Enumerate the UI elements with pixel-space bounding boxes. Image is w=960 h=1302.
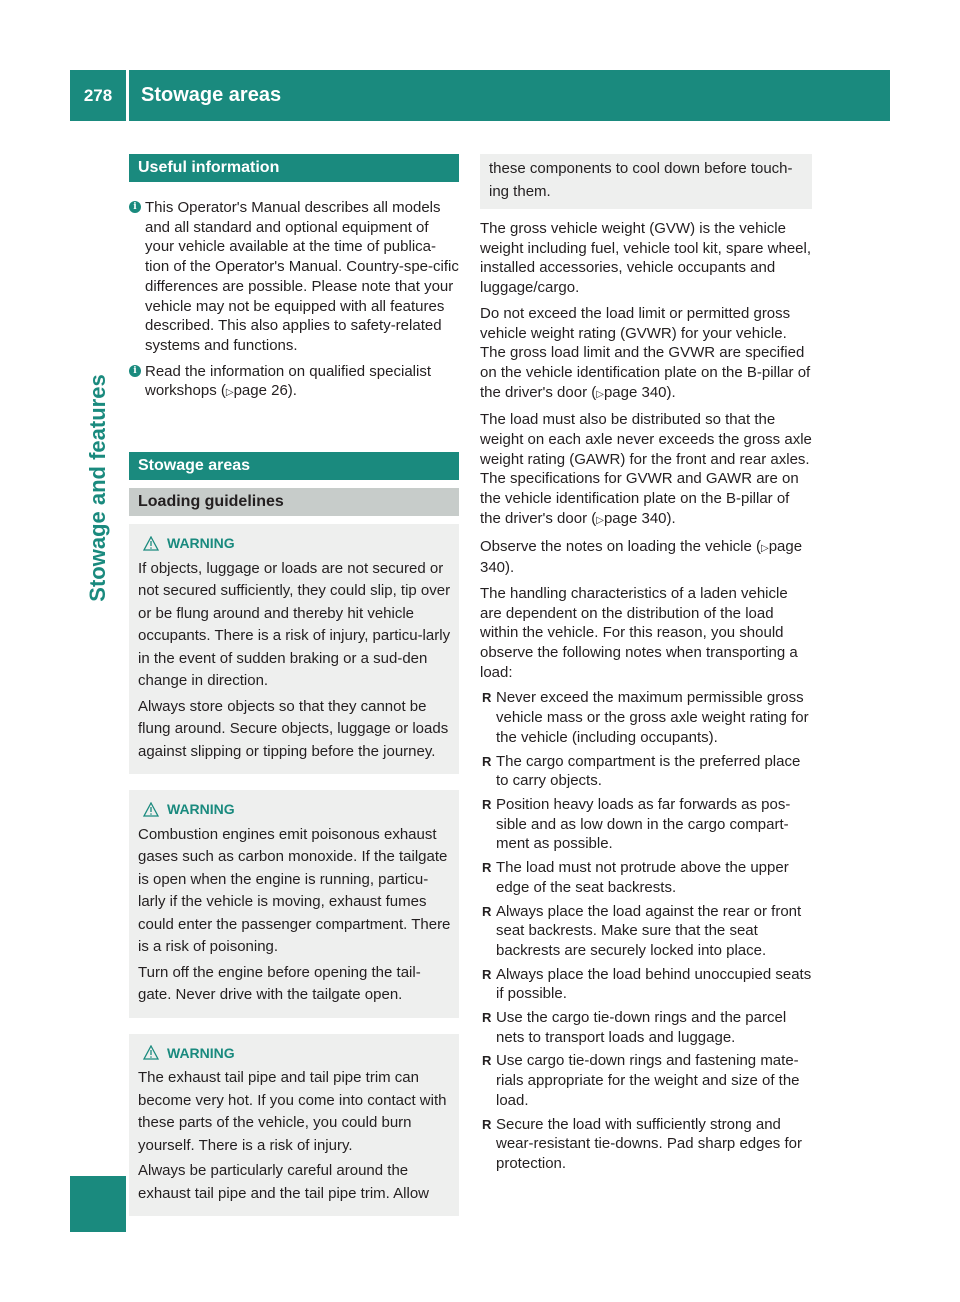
list-item: R Position heavy loads as far forwards as pos-sible and as low down in the cargo compart-ment as possible. — [480, 795, 812, 854]
warning-box — [129, 1034, 459, 1217]
gvwr-paragraph: Do not exceed the load limit or permitted gross vehicle weight rating (GVWR) for your vehicle. The gross load limit and the GVWR are specified on the vehicle identification plate on the B-pillar of the driver's door (▷page 340). — [480, 304, 811, 401]
warning-header — [138, 532, 451, 555]
list-item: R Use the cargo tie-down rings and the parcel nets to transport loads and luggage. — [480, 1008, 812, 1047]
list-item: R Always place the load against the rear or front seat backrests. Make sure that the seat backrests are securely locked into place. — [480, 902, 812, 961]
info-note-text: Read the information on qualified specialist workshops (▷page 26). — [145, 362, 432, 400]
section-side-label: Stowage and features — [85, 374, 110, 602]
page-reference-link[interactable]: page 340). — [480, 537, 803, 577]
loading-guidelines-heading: Loading guidelines — [129, 488, 459, 516]
list-item: R Always place the load behind unoccupied seats if possible. — [480, 965, 812, 1004]
info-icon: i — [129, 201, 141, 213]
warning-triangle-icon — [143, 536, 159, 551]
list-item: R Use cargo tie-down rings and fastening mate-rials appropriate for the weight and size of the load. — [480, 1051, 812, 1110]
page-ref-arrow-icon: ▷ — [225, 387, 234, 399]
list-item: R The load must not protrude above the upper edge of the seat backrests. — [480, 858, 812, 897]
loading-notes-list — [480, 688, 812, 1173]
warning-continued-box: these components to cool down before touch-ing them. — [480, 154, 812, 209]
warning-triangle-icon — [143, 802, 159, 817]
warning-label: WARNING — [167, 801, 235, 818]
page-ref-arrow-icon: ▷ — [596, 514, 604, 526]
info-note-text: This Operator's Manual describes all models and all standard and optional equipment of your vehicle available at the time of publica-tion of the Operator's Manual. Country-spe-cific differences are possible. Please note that your vehicle may not be equipped with all features described. This also applies to safety-related systems and functions. — [145, 199, 459, 354]
warning-paragraph: Combustion engines emit poisonous exhaust gases such as carbon monoxide. If the tailgate is open when the engine is running, particu-larly if the vehicle is moving, exhaust fumes could enter the passenger compartment. There is a risk of poisoning. — [138, 825, 451, 956]
page-reference-link[interactable]: page 26). — [233, 382, 297, 400]
loading-notes-paragraph: Observe the notes on loading the vehicle (▷page 340). — [480, 537, 803, 577]
list-item: R Never exceed the maximum permissible gross vehicle mass or the gross axle weight rating for the vehicle (including occupants). — [480, 688, 812, 747]
section-marker — [70, 1176, 126, 1232]
warning-paragraph: Always be particularly careful around the exhaust tail pipe and the tail pipe trim. Allow — [138, 1162, 429, 1202]
info-note — [129, 198, 459, 356]
page-number: 278 — [83, 85, 113, 105]
gawr-paragraph: The load must also be distributed so that the weight on each axle never exceeds the gross axle weight rating (GAWR) for the front and rear axles. The specifications for GVWR and GAWR are on the vehicle identification plate on the B-pillar of the driver's door (▷page 340). — [480, 411, 812, 527]
warning-paragraph: Always store objects so that they cannot be flung around. Secure objects, luggage or loads against slipping or tipping before the journey. — [138, 697, 449, 760]
stowage-areas-heading: Stowage areas — [129, 452, 459, 480]
gvw-paragraph: The gross vehicle weight (GVW) is the vehicle weight including fuel, vehicle tool kit, spare wheel, installed accessories, vehicle occupants and luggage/cargo. — [480, 220, 812, 297]
warning-label: WARNING — [167, 535, 235, 552]
page-ref-arrow-icon: ▷ — [596, 388, 604, 400]
warning-header — [138, 798, 451, 821]
info-note — [129, 362, 459, 403]
right-column — [480, 154, 812, 1178]
page-ref-arrow-icon: ▷ — [761, 542, 769, 554]
warning-label: WARNING — [167, 1044, 235, 1061]
info-icon: i — [129, 365, 141, 377]
warning-header — [138, 1042, 451, 1065]
list-item: R The cargo compartment is the preferred place to carry objects. — [480, 752, 812, 791]
page-reference-link[interactable]: page 340). — [603, 383, 676, 401]
warning-box — [129, 524, 459, 774]
warning-paragraph: Turn off the engine before opening the tail-gate. Never drive with the tailgate open. — [138, 963, 421, 1004]
list-item: R Secure the load with sufficiently strong and wear-resistant tie-downs. Pad sharp edges for protection. — [480, 1115, 812, 1174]
warning-paragraph: If objects, luggage or loads are not secured or not secured sufficiently, they could slip, tip over or be flung around and thereby hit vehicle occupants. There is a risk of injury, particu-larly in the event of sudden braking or a sud-den change in direction. — [138, 559, 451, 690]
header-divider — [126, 70, 129, 121]
page-title: Stowage areas — [141, 84, 282, 106]
useful-info-heading: Useful information — [129, 154, 459, 182]
warning-triangle-icon — [143, 1045, 159, 1060]
warning-box — [129, 790, 459, 1018]
page-reference-link[interactable]: page 340). — [603, 509, 676, 527]
left-column — [129, 154, 459, 1216]
handling-paragraph: The handling characteristics of a laden vehicle are dependent on the distribution of the load within the vehicle. For this reason, you should observe the following notes when transporting a load: — [480, 584, 798, 681]
warning-paragraph: The exhaust tail pipe and tail pipe trim can become very hot. If you come into contact with these parts of the vehicle, you could burn yourself. There is a risk of injury. — [138, 1069, 447, 1154]
